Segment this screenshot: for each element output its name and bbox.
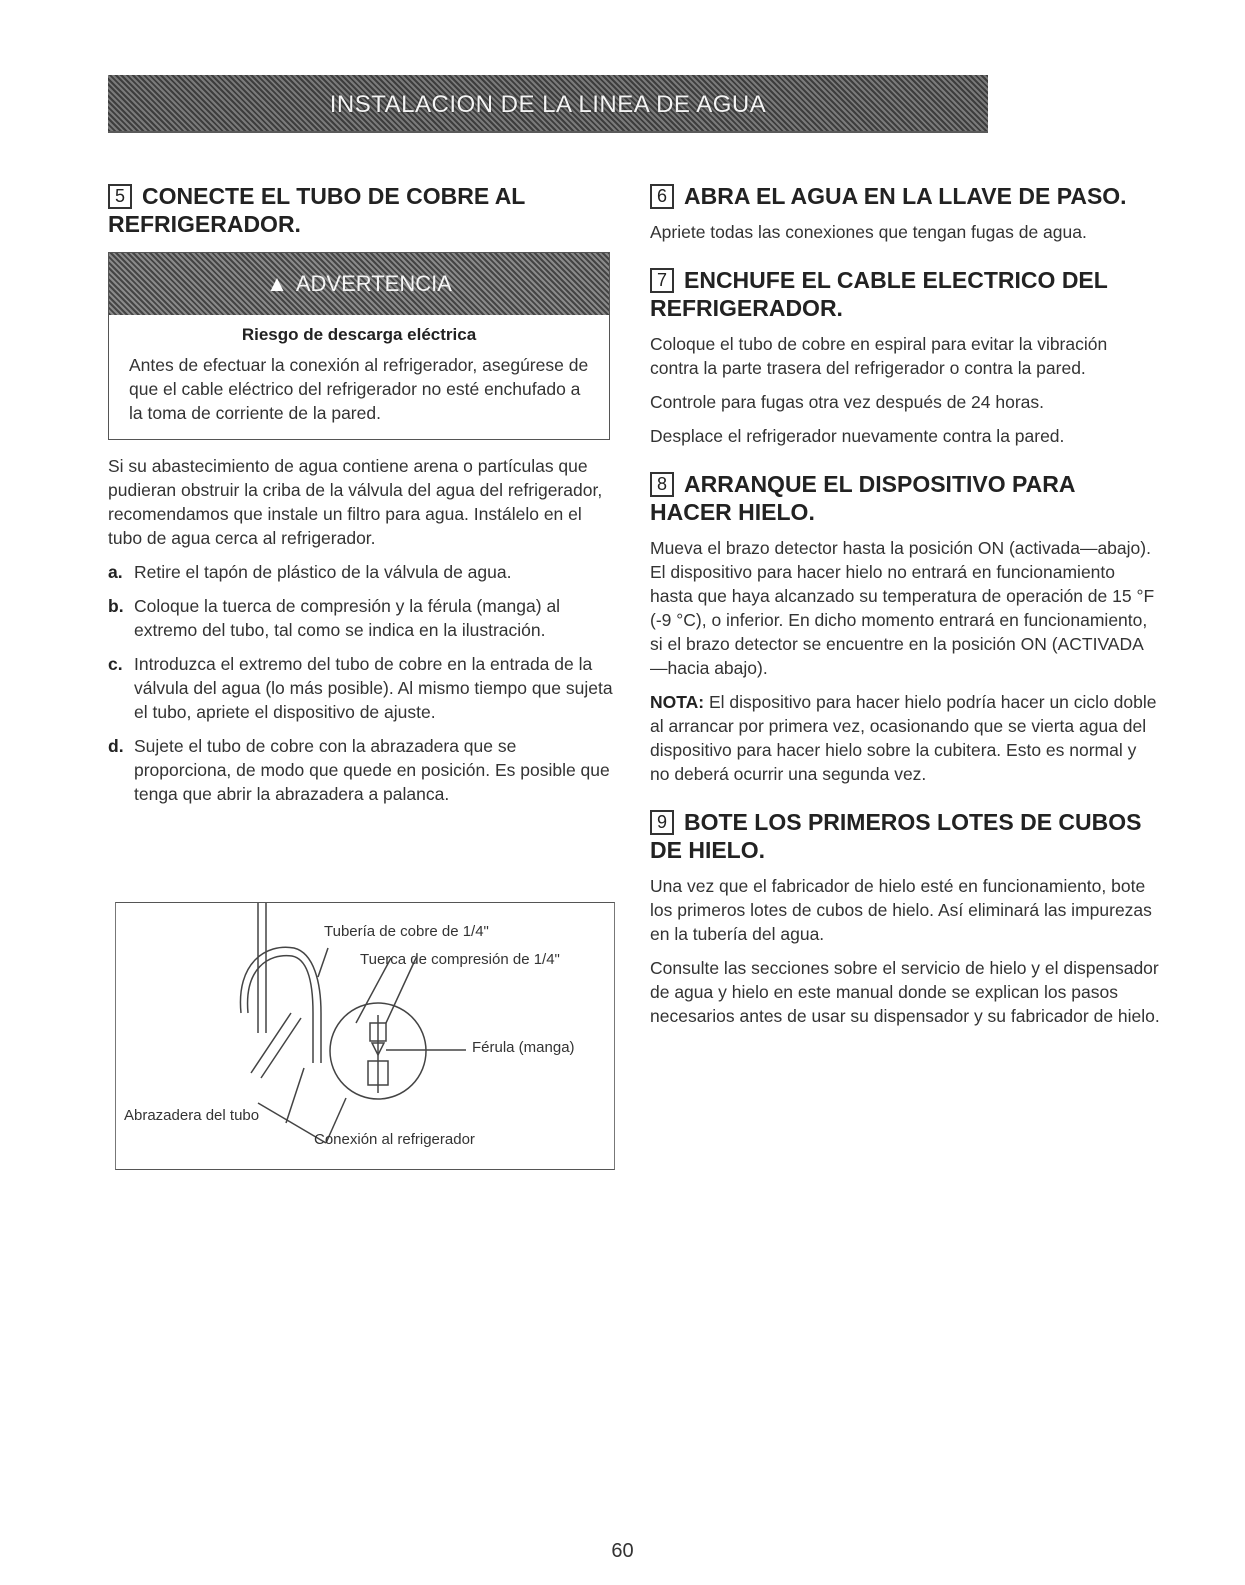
step-8-title: ARRANQUE EL DISPOSITIVO PARA HACER HIELO. [650, 471, 1075, 525]
label-refrigerator-connection: Conexión al refrigerador [314, 1131, 475, 1148]
step-5-number: 5 [108, 184, 132, 209]
list-letter: c. [108, 654, 123, 674]
list-item [108, 594, 618, 642]
warning-header [109, 253, 609, 315]
step-8-heading [650, 470, 1160, 526]
label-tube-clamp: Abrazadera del tubo [124, 1107, 260, 1124]
section-banner [108, 75, 988, 131]
list-letter: a. [108, 562, 123, 582]
step-5-title: CONECTE EL TUBO DE COBRE AL REFRIGERADOR. [108, 183, 525, 237]
list-item [108, 734, 618, 806]
step-5-heading [108, 182, 618, 238]
list-text: Retire el tapón de plástico de la válvula de agua. [134, 562, 512, 582]
left-column [108, 182, 618, 816]
step-6-text: Apriete todas las conexiones que tengan fugas de agua. [650, 222, 1087, 242]
step-7-title: ENCHUFE EL CABLE ELECTRICO DEL REFRIGERADOR. [650, 267, 1108, 321]
step-7-heading [650, 266, 1160, 322]
warning-triangle-icon: ▲ [266, 271, 288, 296]
list-text: Sujete el tubo de cobre con la abrazadera que se proporciona, de modo que quede en posición. Es posible que tenga que abrir la abrazadera a palanca. [134, 736, 610, 804]
warning-subtitle: Riesgo de descarga eléctrica [241, 325, 477, 344]
banner-divider [108, 131, 988, 133]
list-letter: b. [108, 596, 124, 616]
valve-illustration [116, 903, 614, 1169]
step-5-list [108, 560, 618, 806]
step-7-para-1: Coloque el tubo de cobre en espiral para evitar la vibración contra la parte trasera del refrigerador o contra la pared. [650, 334, 1108, 378]
step-9-title: BOTE LOS PRIMEROS LOTES DE CUBOS DE HIELO. [650, 809, 1142, 863]
label-copper-tube: Tubería de cobre de 1/4" [324, 923, 489, 940]
step-6-heading [650, 182, 1160, 210]
step-7-para-2: Controle para fugas otra vez después de 24 horas. [650, 392, 1044, 412]
step-6-title: ABRA EL AGUA EN LA LLAVE DE PASO. [684, 183, 1127, 209]
step-8-note [650, 690, 1160, 786]
note-text: El dispositivo para hacer hielo podría hacer un ciclo doble al arrancar por primera vez, ocasionando que se vierta agua del dispositivo para hacer hielo sobre la cubitera. Esto es normal y no deberá ocurrir una segunda vez. [650, 692, 1157, 784]
step-7-para-3: Desplace el refrigerador nuevamente contra la pared. [650, 426, 1065, 446]
label-ferrule: Férula (manga) [472, 1039, 575, 1056]
step-9-para-1: Una vez que el fabricador de hielo esté en funcionamiento, bote los primeros lotes de cubos de hielo. Así eliminará las impurezas en la tubería del agua. [650, 876, 1152, 944]
list-text: Introduzca el extremo del tubo de cobre en la entrada de la válvula del agua (lo más posible). Al mismo tiempo que sujeta el tubo, apriete el dispositivo de ajuste. [134, 654, 613, 722]
step-6-number: 6 [650, 184, 674, 209]
step-8-number: 8 [650, 472, 674, 497]
section-title: INSTALACION DE LA LINEA DE AGUA [329, 91, 767, 118]
list-item [108, 560, 618, 584]
note-label: NOTA: [650, 692, 705, 712]
step-9-heading [650, 808, 1160, 864]
page-number: 60 [611, 1540, 634, 1562]
list-text: Coloque la tuerca de compresión y la férula (manga) al extremo del tubo, tal como se indica en la ilustración. [134, 596, 561, 640]
filter-intro: Si su abastecimiento de agua contiene arena o partículas que pudieran obstruir la criba de la válvula del agua del refrigerador, recomendamos que instale un filtro para agua. Instálelo en el tubo de agua cerca al refrigerador. [108, 456, 603, 548]
step-9-para-2: Consulte las secciones sobre el servicio de hielo y el dispensador de agua y hielo en este manual donde se explican los pasos necesarios antes de usar su dispensador y su fabricador de hielo. [650, 958, 1160, 1026]
warning-box [108, 252, 610, 440]
list-item [108, 652, 618, 724]
list-letter: d. [108, 736, 124, 756]
step-9-number: 9 [650, 810, 674, 835]
warning-title: ADVERTENCIA [295, 271, 452, 296]
warning-body: Antes de efectuar la conexión al refrigerador, asegúrese de que el cable eléctrico del refrigerador no esté enchufado a la toma de corriente de la pared. [129, 355, 589, 423]
right-column [650, 182, 1160, 1028]
step-7-number: 7 [650, 268, 674, 293]
step-8-para-1: Mueva el brazo detector hasta la posición ON (activada—abajo). El dispositivo para hacer hielo no entrará en funcionamiento hasta que haya alcanzado su temperatura de operación de 15 °F (-9 °C), o inferior. En dicho momento entrará en funcionamiento, si el brazo detector se encuentre en la posición ON (ACTIVADA—hacia abajo). [650, 538, 1155, 678]
installation-figure [115, 902, 615, 1170]
label-compression-nut: Tuerca de compresión de 1/4" [360, 951, 560, 968]
